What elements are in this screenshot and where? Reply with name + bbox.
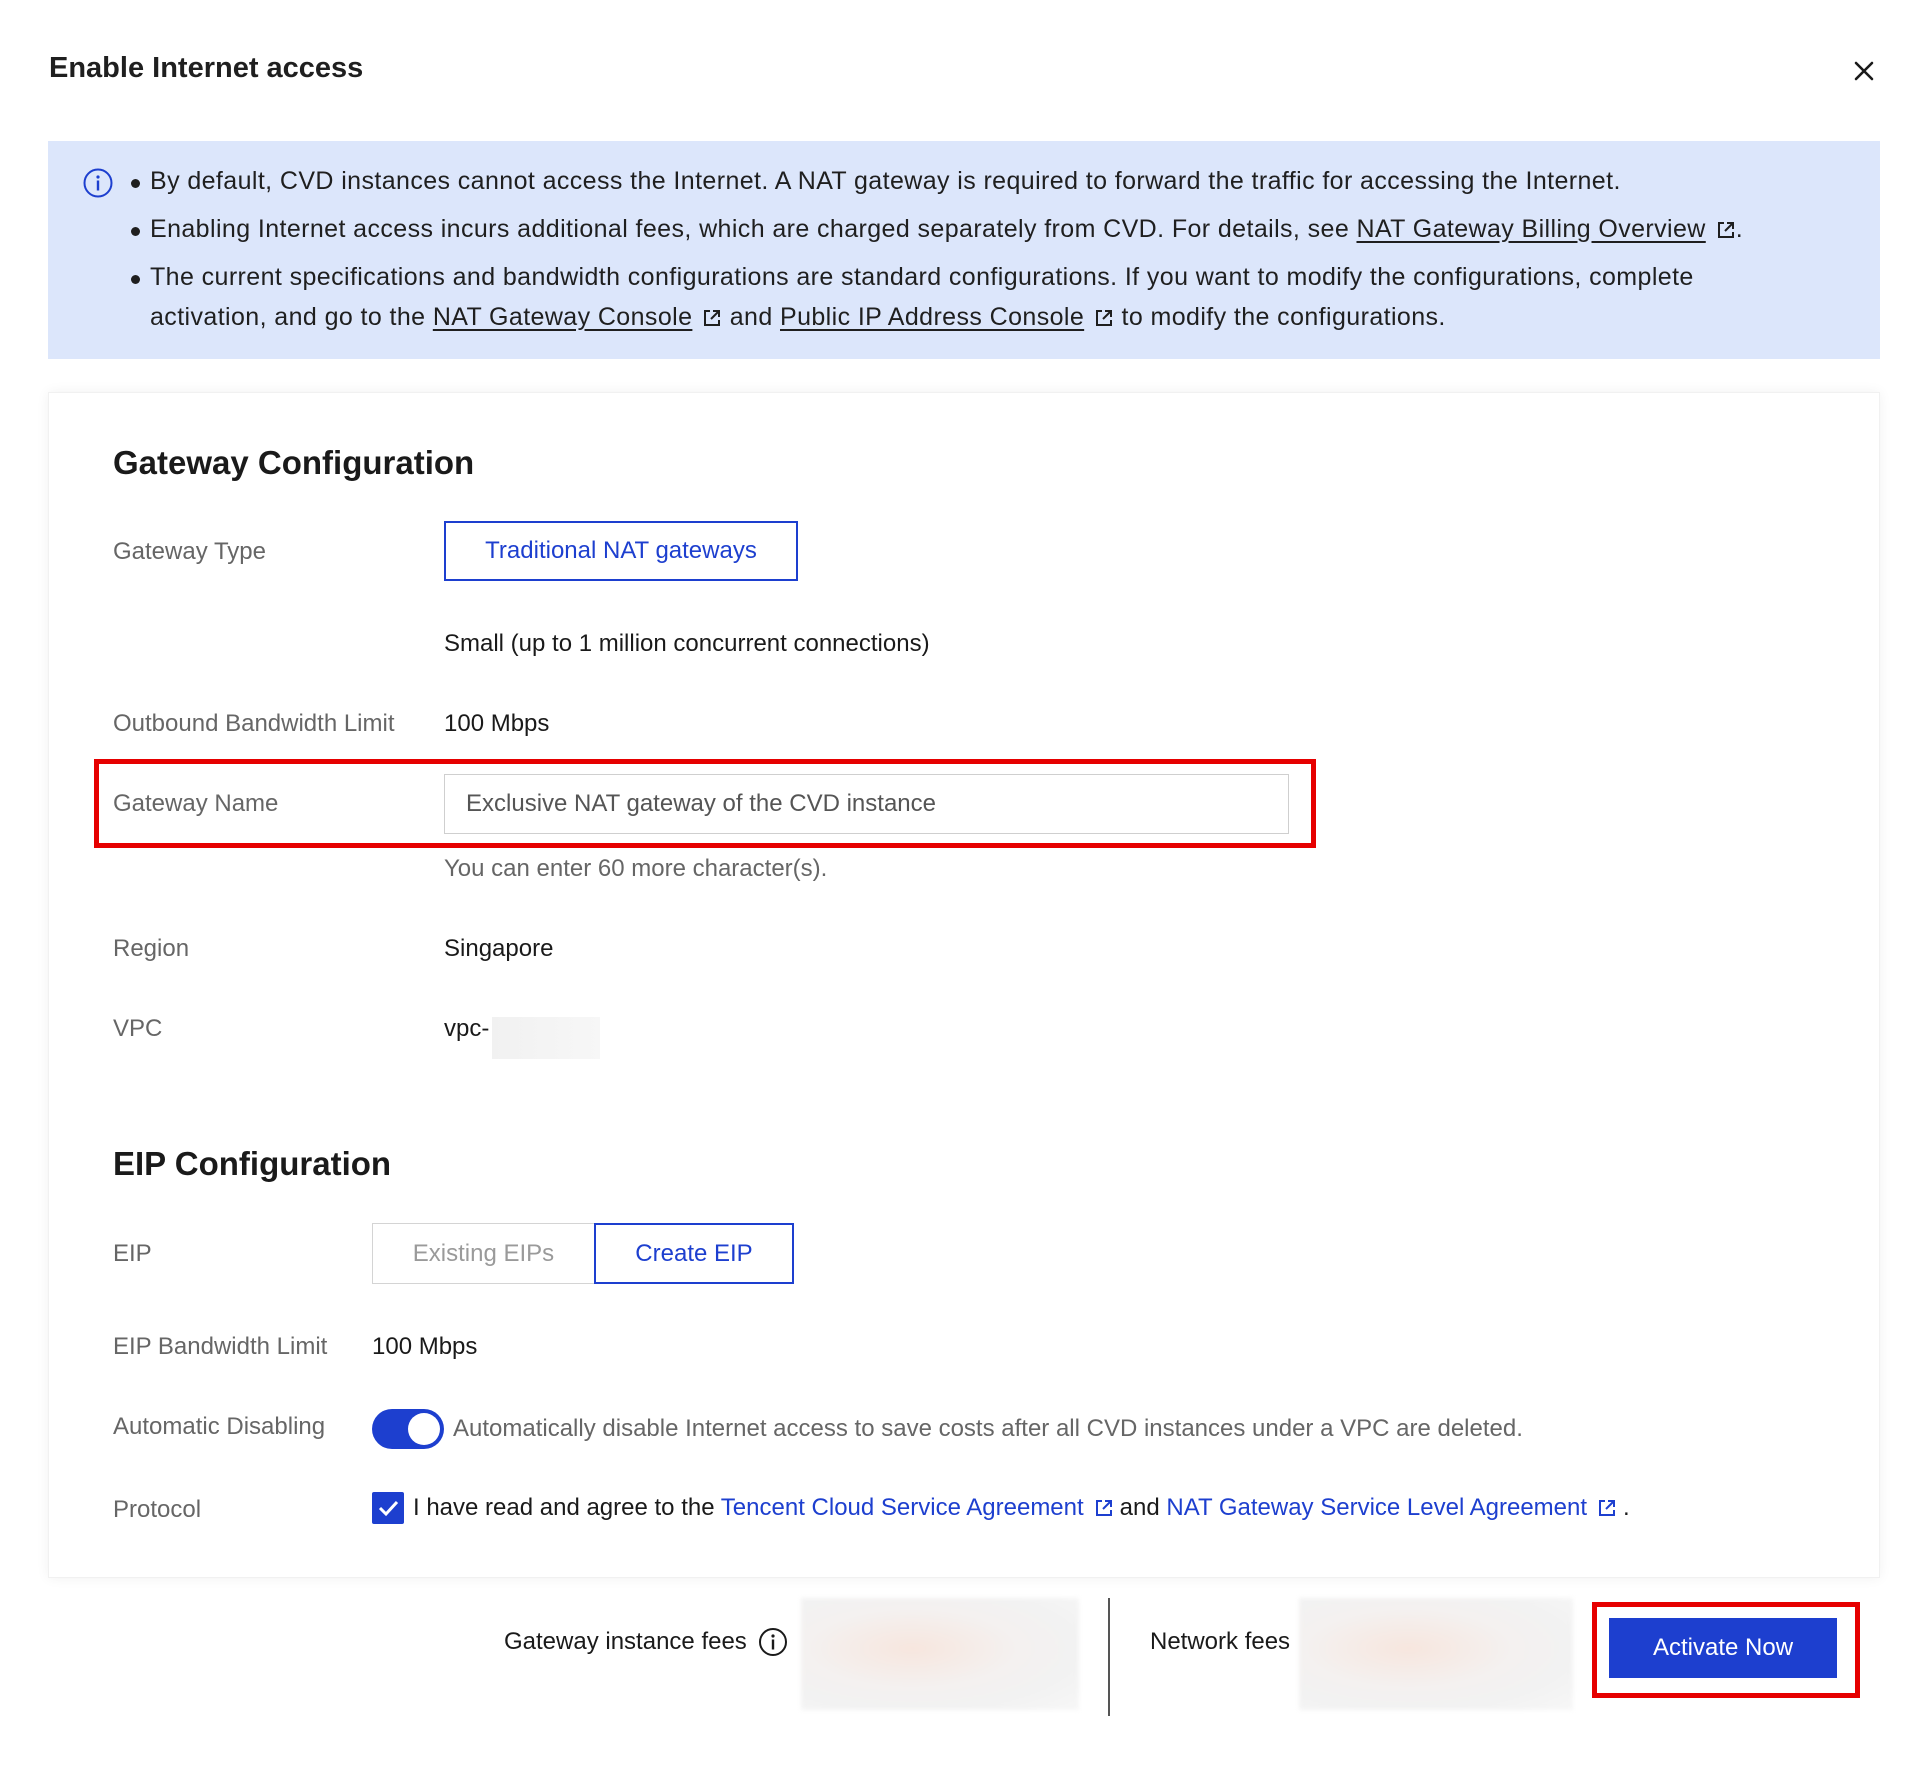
gateway-spec-value: Small (up to 1 million concurrent connections) — [444, 630, 930, 657]
outbound-bandwidth-value: 100 Mbps — [444, 710, 550, 737]
toggle-knob — [408, 1413, 440, 1445]
sla-link-text: NAT Gateway Service Level Agreement — [1166, 1494, 1588, 1521]
configuration-card — [48, 392, 1880, 1578]
protocol-suffix: . — [1623, 1494, 1630, 1521]
eip-configuration-title: EIP Configuration — [113, 1145, 392, 1182]
gateway-name-input[interactable] — [444, 774, 1289, 834]
vpc-id-redacted — [492, 1017, 600, 1059]
notice-line-3: The current specifications and bandwidth configurations are standard configurations. If you want to modify the configurations, complete — [150, 263, 1694, 291]
protocol-mid: and — [1119, 1494, 1167, 1521]
network-fees-value-redacted — [1299, 1598, 1573, 1710]
notice-line-2 — [150, 215, 1743, 244]
region-label: Region — [113, 935, 190, 962]
gateway-name-label: Gateway Name — [113, 790, 279, 817]
external-link-icon[interactable] — [702, 308, 722, 328]
service-agreement-link[interactable] — [721, 1494, 1120, 1521]
auto-disable-toggle[interactable] — [372, 1409, 444, 1449]
protocol-prefix: I have read and agree to the — [413, 1494, 721, 1521]
public-ip-console-link[interactable]: Public IP Address Console — [780, 303, 1085, 331]
network-fees-label: Network fees — [1150, 1628, 1291, 1655]
external-link-icon — [1597, 1498, 1617, 1518]
eip-bandwidth-value: 100 Mbps — [372, 1333, 478, 1360]
notice-line-4 — [150, 303, 1446, 332]
auto-disable-label: Automatic Disabling — [113, 1413, 326, 1440]
protocol-label: Protocol — [113, 1496, 202, 1523]
close-icon — [1848, 55, 1880, 87]
close-button[interactable] — [1848, 55, 1880, 87]
bullet — [131, 227, 140, 236]
eip-label: EIP — [113, 1240, 152, 1267]
region-value: Singapore — [444, 935, 554, 962]
notice-text: activation, and go to the — [150, 303, 433, 331]
dialog-title: Enable Internet access — [49, 52, 364, 84]
activate-now-button[interactable]: Activate Now — [1609, 1618, 1837, 1678]
info-icon — [82, 167, 114, 199]
notice-text: Enabling Internet access incurs additional fees, which are charged separately from CVD. For details, see — [150, 215, 1357, 243]
gateway-fees-value-redacted — [801, 1598, 1079, 1710]
gateway-type-label: Gateway Type — [113, 538, 266, 565]
external-link-icon[interactable] — [1716, 220, 1736, 240]
info-notice — [48, 141, 1880, 359]
gateway-fees-label: Gateway instance fees — [504, 1628, 747, 1655]
check-icon — [372, 1492, 404, 1524]
footer-divider — [1108, 1598, 1110, 1716]
info-icon[interactable] — [758, 1627, 788, 1657]
protocol-text — [413, 1494, 1630, 1522]
existing-eips-option[interactable]: Existing EIPs — [372, 1223, 595, 1284]
notice-text: . — [1735, 215, 1744, 243]
protocol-checkbox[interactable] — [372, 1492, 404, 1524]
create-eip-option[interactable]: Create EIP — [594, 1223, 794, 1284]
billing-overview-link[interactable]: NAT Gateway Billing Overview — [1356, 215, 1706, 243]
notice-text: to modify the configurations. — [1114, 303, 1446, 331]
outbound-bandwidth-label: Outbound Bandwidth Limit — [113, 710, 395, 737]
external-link-icon[interactable] — [1094, 308, 1114, 328]
gateway-type-option[interactable]: Traditional NAT gateways — [444, 521, 798, 581]
bullet — [131, 275, 140, 284]
auto-disable-description: Automatically disable Internet access to save costs after all CVD instances under a VPC are deleted. — [453, 1415, 1523, 1442]
external-link-icon — [1094, 1498, 1114, 1518]
gateway-name-hint: You can enter 60 more character(s). — [444, 855, 828, 882]
vpc-label: VPC — [113, 1015, 163, 1042]
bullet — [131, 179, 140, 188]
service-agreement-link-text: Tencent Cloud Service Agreement — [720, 1494, 1084, 1521]
notice-text: and — [722, 303, 780, 331]
nat-gateway-console-link[interactable]: NAT Gateway Console — [432, 303, 693, 331]
gateway-configuration-title: Gateway Configuration — [113, 444, 475, 481]
sla-link[interactable] — [1166, 1494, 1623, 1521]
notice-line-1: By default, CVD instances cannot access the Internet. A NAT gateway is required to forward the traffic for accessing the Internet. — [150, 167, 1621, 195]
eip-bandwidth-label: EIP Bandwidth Limit — [113, 1333, 328, 1360]
vpc-value: vpc- — [444, 1015, 490, 1042]
